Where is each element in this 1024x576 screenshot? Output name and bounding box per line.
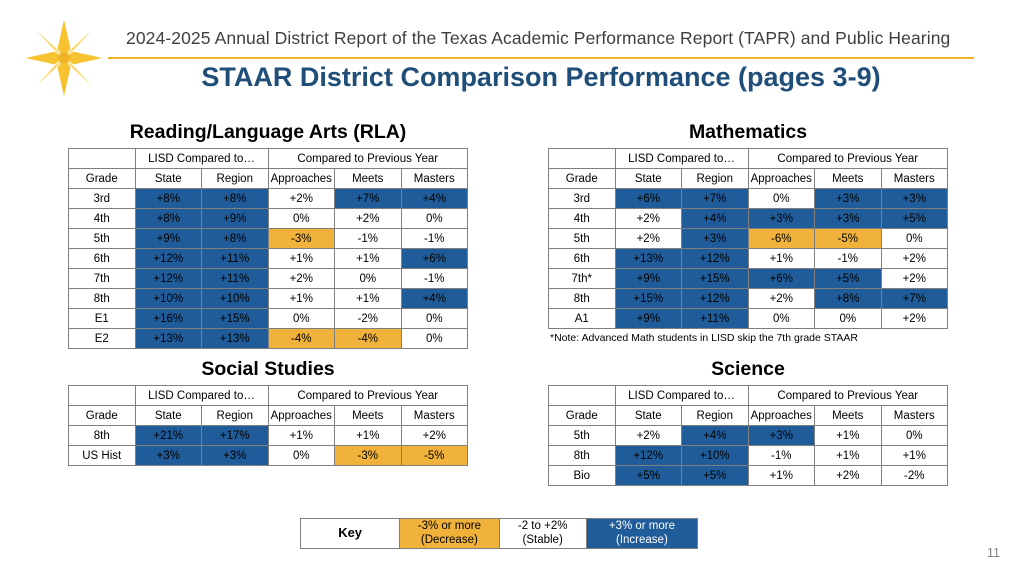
cell-region: +12% (682, 249, 749, 269)
table-block-science (548, 355, 948, 486)
cell-state: +15% (615, 289, 682, 309)
col-header-state: State (135, 169, 202, 189)
cell-approaches: +2% (268, 269, 335, 289)
cell-approaches: -4% (268, 329, 335, 349)
cell-region: +10% (202, 289, 269, 309)
cell-masters: +2% (881, 309, 948, 329)
cell-region: +11% (202, 249, 269, 269)
cell-meets: +7% (335, 189, 402, 209)
cell-masters: +2% (881, 249, 948, 269)
table-row (69, 289, 468, 309)
table-row (69, 249, 468, 269)
cell-masters: +1% (881, 446, 948, 466)
table-row (549, 209, 948, 229)
cell-masters: +2% (401, 426, 468, 446)
group-header-previous-year: Compared to Previous Year (748, 149, 948, 169)
table-row (549, 426, 948, 446)
cell-meets: +1% (815, 446, 882, 466)
cell-masters: 0% (881, 229, 948, 249)
col-header-approaches: Approaches (748, 406, 815, 426)
cell-approaches: 0% (748, 309, 815, 329)
table-group-header-row (549, 386, 948, 406)
legend-table (300, 518, 698, 549)
row-label: 6th (549, 249, 616, 269)
cell-state: +9% (135, 229, 202, 249)
legend-decrease (400, 519, 499, 549)
row-label: Bio (549, 466, 616, 486)
col-header-region: Region (682, 406, 749, 426)
cell-masters: +7% (881, 289, 948, 309)
cell-region: +11% (202, 269, 269, 289)
table-column-header-row (549, 406, 948, 426)
cell-region: +3% (202, 446, 269, 466)
col-header-approaches: Approaches (748, 169, 815, 189)
cell-region: +10% (682, 446, 749, 466)
cell-region: +8% (202, 189, 269, 209)
cell-approaches: 0% (268, 446, 335, 466)
row-label: 7th (69, 269, 136, 289)
cell-meets: +8% (815, 289, 882, 309)
cell-region: +17% (202, 426, 269, 446)
table-row (69, 269, 468, 289)
cell-approaches: +1% (268, 289, 335, 309)
cell-masters: 0% (401, 209, 468, 229)
row-label: E2 (69, 329, 136, 349)
cell-approaches: -3% (268, 229, 335, 249)
col-header-grade: Grade (69, 406, 136, 426)
cell-meets: -4% (335, 329, 402, 349)
col-header-state: State (615, 406, 682, 426)
legend-decrease-range: -3% or more (417, 520, 482, 533)
table-row (69, 426, 468, 446)
group-header-compared-to: LISD Compared to… (615, 149, 748, 169)
col-header-meets: Meets (335, 169, 402, 189)
row-label: 8th (69, 289, 136, 309)
cell-meets: +3% (815, 209, 882, 229)
cell-region: +15% (202, 309, 269, 329)
table-block-math (548, 118, 948, 344)
cell-meets: +5% (815, 269, 882, 289)
row-label: 5th (549, 229, 616, 249)
group-header-previous-year: Compared to Previous Year (268, 149, 468, 169)
table-group-header-row (69, 386, 468, 406)
col-header-masters: Masters (881, 406, 948, 426)
corner-cell (69, 386, 136, 406)
legend-stable (499, 519, 586, 549)
col-header-masters: Masters (401, 169, 468, 189)
cell-state: +2% (615, 209, 682, 229)
col-header-meets: Meets (815, 406, 882, 426)
cell-approaches: +1% (748, 249, 815, 269)
cell-meets: +3% (815, 189, 882, 209)
row-label: A1 (549, 309, 616, 329)
row-label: 8th (549, 446, 616, 466)
row-label: 4th (69, 209, 136, 229)
group-header-compared-to: LISD Compared to… (615, 386, 748, 406)
table-row (549, 189, 948, 209)
cell-state: +2% (615, 229, 682, 249)
table-row (69, 329, 468, 349)
row-label: 8th (549, 289, 616, 309)
cell-meets: 0% (815, 309, 882, 329)
row-label: US Hist (69, 446, 136, 466)
table-row (549, 229, 948, 249)
table-block-rla (68, 118, 468, 349)
table-title-social-studies: Social Studies (201, 358, 335, 380)
cell-approaches: +1% (748, 466, 815, 486)
legend-key (300, 518, 698, 548)
cell-meets: +1% (335, 426, 402, 446)
cell-masters: +5% (881, 209, 948, 229)
table-group-header-row (69, 149, 468, 169)
cell-meets: +1% (335, 249, 402, 269)
cell-masters: -5% (401, 446, 468, 466)
table-row (549, 289, 948, 309)
cell-meets: +1% (335, 289, 402, 309)
cell-region: +4% (682, 426, 749, 446)
cell-meets: +2% (815, 466, 882, 486)
legend-stable-caption: (Stable) (522, 533, 563, 546)
group-header-compared-to: LISD Compared to… (135, 386, 268, 406)
cell-state: +21% (135, 426, 202, 446)
table-row (69, 309, 468, 329)
cell-state: +9% (615, 269, 682, 289)
table-group-header-row (549, 149, 948, 169)
col-header-region: Region (202, 406, 269, 426)
col-header-region: Region (682, 169, 749, 189)
cell-region: +8% (202, 229, 269, 249)
legend-increase-range: +3% or more (608, 520, 675, 533)
cell-meets: +2% (335, 209, 402, 229)
cell-state: +8% (135, 209, 202, 229)
cell-approaches: 0% (268, 309, 335, 329)
report-subtitle: 2024-2025 Annual District Report of the Texas Academic Performance Report (TAPR) and Public Hearing (126, 28, 951, 48)
row-label: 3rd (69, 189, 136, 209)
row-label: 5th (549, 426, 616, 446)
cell-state: +8% (135, 189, 202, 209)
cell-approaches: 0% (268, 209, 335, 229)
row-label: 7th* (549, 269, 616, 289)
table-row (549, 466, 948, 486)
cell-state: +2% (615, 426, 682, 446)
table-row (69, 209, 468, 229)
table-science (548, 385, 948, 486)
table-row (549, 249, 948, 269)
cell-masters: -1% (401, 269, 468, 289)
cell-state: +12% (135, 269, 202, 289)
table-title-math: Mathematics (688, 121, 808, 143)
col-header-state: State (135, 406, 202, 426)
cell-masters: +4% (401, 289, 468, 309)
cell-approaches: -6% (748, 229, 815, 249)
cell-state: +10% (135, 289, 202, 309)
cell-state: +6% (615, 189, 682, 209)
cell-state: +12% (135, 249, 202, 269)
table-row (69, 229, 468, 249)
cell-masters: 0% (401, 329, 468, 349)
cell-state: +9% (615, 309, 682, 329)
compass-star-logo-icon (18, 18, 110, 98)
col-header-masters: Masters (881, 169, 948, 189)
cell-region: +5% (682, 466, 749, 486)
col-header-approaches: Approaches (268, 169, 335, 189)
table-column-header-row (69, 406, 468, 426)
slide-header (0, 0, 1024, 100)
group-header-previous-year: Compared to Previous Year (748, 386, 948, 406)
header-divider (108, 57, 974, 59)
cell-region: +3% (682, 229, 749, 249)
table-row (549, 269, 948, 289)
cell-region: +4% (682, 209, 749, 229)
table-social-studies (68, 385, 468, 466)
table-rla (68, 148, 468, 349)
math-footnote: *Note: Advanced Math students in LISD skip the 7th grade STAAR (550, 332, 858, 344)
row-label: 8th (69, 426, 136, 446)
col-header-region: Region (202, 169, 269, 189)
cell-region: +9% (202, 209, 269, 229)
row-label: 4th (549, 209, 616, 229)
cell-approaches: +1% (268, 249, 335, 269)
cell-masters: +3% (881, 189, 948, 209)
table-column-header-row (69, 169, 468, 189)
cell-meets: -3% (335, 446, 402, 466)
cell-state: +5% (615, 466, 682, 486)
cell-masters: +2% (881, 269, 948, 289)
table-row (69, 189, 468, 209)
cell-meets: 0% (335, 269, 402, 289)
cell-approaches: -1% (748, 446, 815, 466)
table-title-science: Science (711, 358, 785, 380)
page-title: STAAR District Comparison Performance (pages 3-9) (201, 62, 881, 92)
cell-masters: 0% (881, 426, 948, 446)
group-header-previous-year: Compared to Previous Year (268, 386, 468, 406)
table-math (548, 148, 948, 329)
cell-region: +15% (682, 269, 749, 289)
legend-label: Key (301, 519, 400, 549)
cell-state: +3% (135, 446, 202, 466)
col-header-grade: Grade (549, 406, 616, 426)
table-column-header-row (549, 169, 948, 189)
cell-state: +16% (135, 309, 202, 329)
cell-region: +11% (682, 309, 749, 329)
legend-stable-range: -2 to +2% (517, 520, 568, 533)
legend-decrease-caption: (Decrease) (420, 533, 478, 546)
cell-state: +13% (615, 249, 682, 269)
col-header-grade: Grade (549, 169, 616, 189)
row-label: E1 (69, 309, 136, 329)
col-header-meets: Meets (335, 406, 402, 426)
cell-approaches: +2% (748, 289, 815, 309)
table-row (549, 446, 948, 466)
legend-increase (586, 519, 697, 549)
col-header-state: State (615, 169, 682, 189)
cell-region: +13% (202, 329, 269, 349)
cell-region: +7% (682, 189, 749, 209)
table-row (549, 309, 948, 329)
cell-approaches: +2% (268, 189, 335, 209)
cell-masters: -2% (881, 466, 948, 486)
group-header-compared-to: LISD Compared to… (135, 149, 268, 169)
cell-region: +12% (682, 289, 749, 309)
cell-state: +13% (135, 329, 202, 349)
page-number: 11 (987, 546, 1000, 560)
row-label: 5th (69, 229, 136, 249)
cell-approaches: +1% (268, 426, 335, 446)
col-header-approaches: Approaches (268, 406, 335, 426)
cell-meets: -2% (335, 309, 402, 329)
cell-meets: -1% (335, 229, 402, 249)
corner-cell (549, 149, 616, 169)
cell-state: +12% (615, 446, 682, 466)
cell-masters: +4% (401, 189, 468, 209)
row-label: 3rd (549, 189, 616, 209)
table-row (69, 446, 468, 466)
cell-masters: 0% (401, 309, 468, 329)
col-header-masters: Masters (401, 406, 468, 426)
cell-meets: -1% (815, 249, 882, 269)
col-header-meets: Meets (815, 169, 882, 189)
legend-increase-caption: (Increase) (616, 533, 668, 546)
corner-cell (69, 149, 136, 169)
cell-meets: -5% (815, 229, 882, 249)
cell-masters: -1% (401, 229, 468, 249)
cell-approaches: +6% (748, 269, 815, 289)
table-block-social-studies (68, 355, 468, 466)
cell-masters: +6% (401, 249, 468, 269)
cell-approaches: +3% (748, 426, 815, 446)
cell-meets: +1% (815, 426, 882, 446)
cell-approaches: +3% (748, 209, 815, 229)
legend-row (301, 519, 698, 549)
col-header-grade: Grade (69, 169, 136, 189)
cell-approaches: 0% (748, 189, 815, 209)
row-label: 6th (69, 249, 136, 269)
table-title-rla: Reading/Language Arts (RLA) (129, 121, 407, 143)
corner-cell (549, 386, 616, 406)
